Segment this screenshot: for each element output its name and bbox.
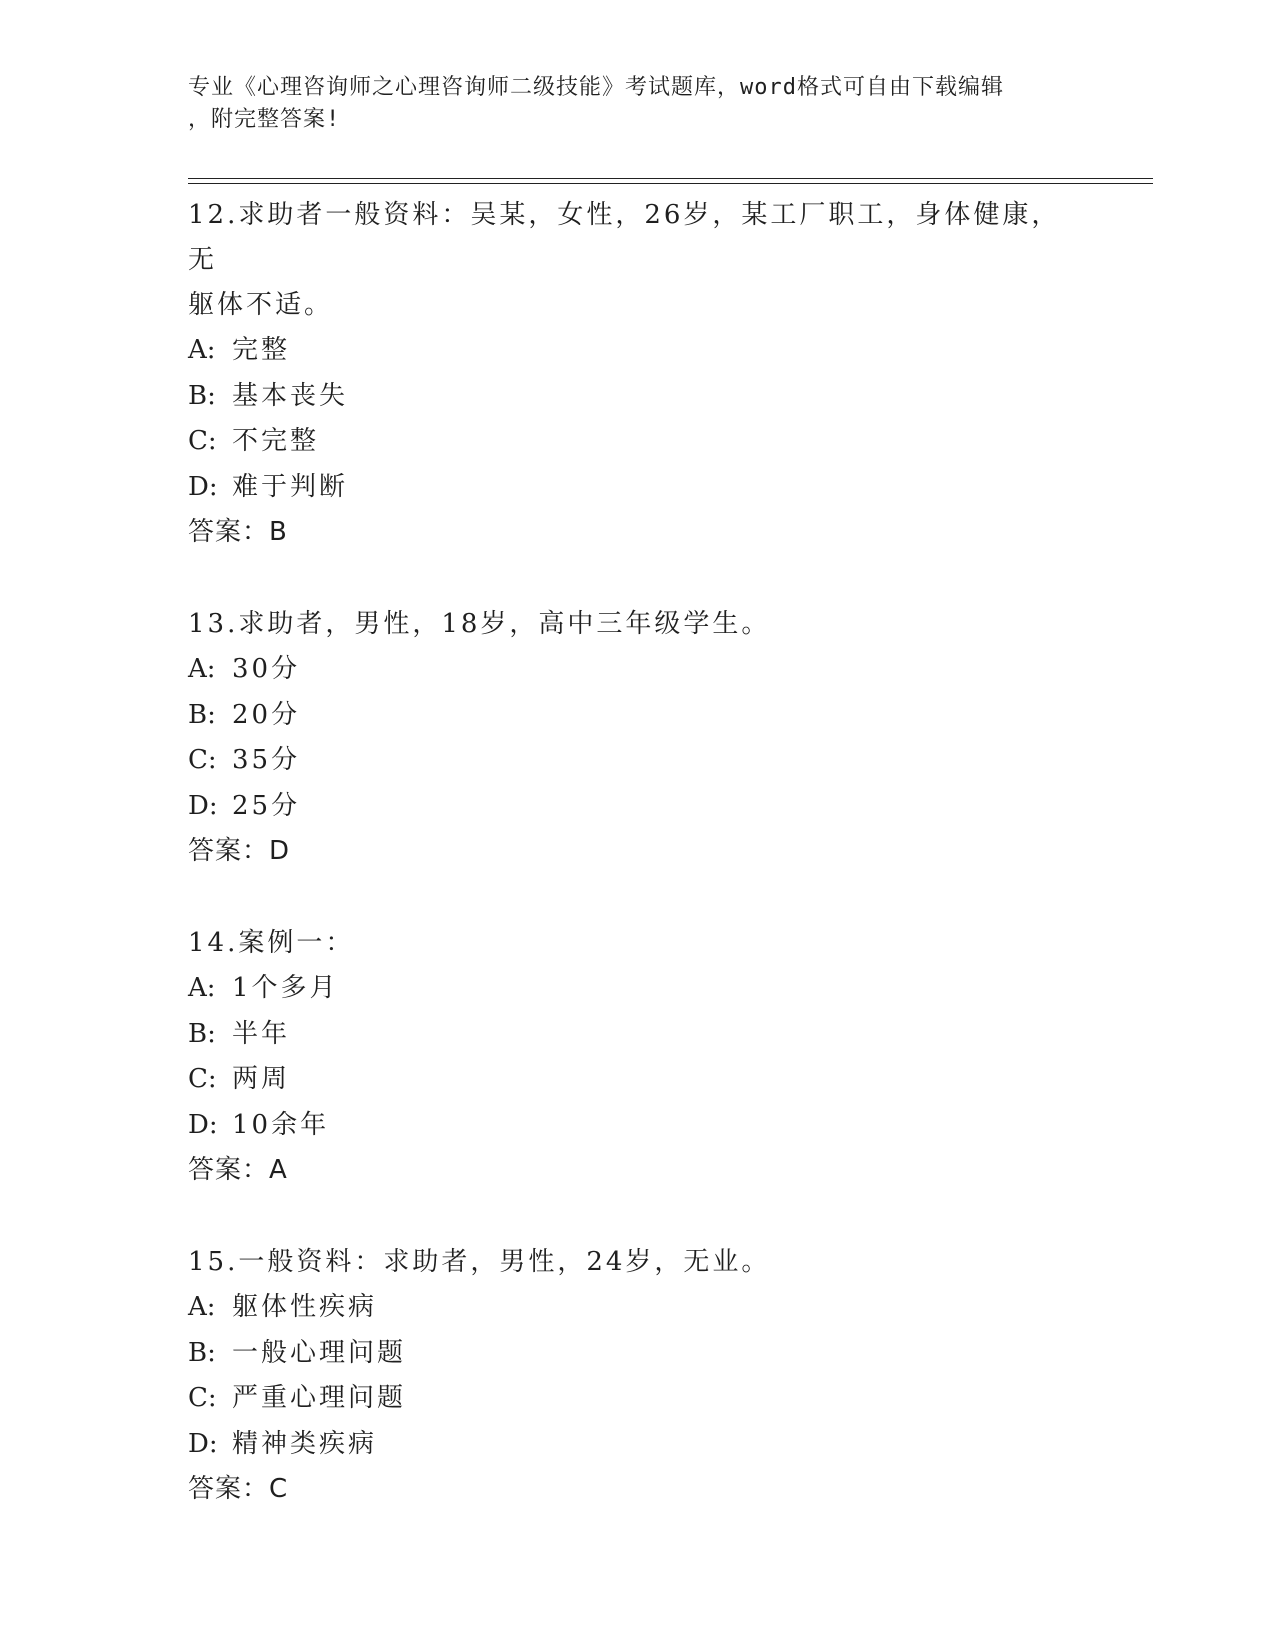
option-c (188, 419, 1088, 465)
document-header (188, 72, 1088, 136)
question-15 (188, 1237, 1088, 1512)
option-label: C: (188, 1064, 217, 1094)
question-stem: 14.案例一： (188, 928, 355, 958)
answer-line: 答案：B (188, 517, 288, 547)
option-label: B: (188, 1337, 216, 1368)
question-stem-line-1: 12.求助者一般资料：吴某，女性，26岁，某工厂职工，身体健康，无 (188, 200, 1061, 275)
answer-line: 答案：A (188, 1155, 288, 1185)
question-list (188, 190, 1088, 1512)
option-c (188, 1376, 1088, 1422)
option-label: B: (188, 699, 216, 730)
option-d (188, 784, 1088, 830)
header-divider-top (188, 178, 1153, 179)
answer-line: 答案：D (188, 836, 291, 866)
spacer (188, 874, 1088, 918)
option-label: A: (188, 973, 216, 1003)
header-line-1: 专业《心理咨询师之心理咨询师二级技能》考试题库，word格式可自由下载编辑 (188, 75, 1004, 100)
option-d (188, 1103, 1088, 1149)
option-label: D: (188, 471, 218, 502)
option-a (188, 966, 1088, 1012)
option-b (188, 374, 1088, 420)
option-c (188, 738, 1088, 784)
option-c (188, 1057, 1088, 1103)
option-label: B: (188, 380, 216, 411)
option-label: D: (188, 1109, 218, 1140)
option-label: C: (188, 426, 217, 456)
option-text: 躯体性疾病 (232, 1292, 378, 1322)
option-text: 严重心理问题 (232, 1383, 407, 1413)
option-label: B: (188, 1018, 216, 1049)
option-label: A: (188, 335, 216, 365)
question-stem: 15.一般资料：求助者，男性，24岁，无业。 (188, 1247, 771, 1277)
header-line-2: ，附完整答案! (188, 107, 341, 132)
question-stem-line-2: 躯体不适。 (188, 290, 334, 320)
answer-line: 答案：C (188, 1474, 289, 1504)
option-label: D: (188, 1428, 218, 1459)
option-a (188, 1285, 1088, 1331)
option-text: 不完整 (232, 426, 320, 456)
option-a (188, 647, 1088, 693)
option-text: 半年 (232, 1018, 291, 1049)
option-text: 1个多月 (232, 973, 339, 1003)
option-a (188, 328, 1088, 374)
spacer (188, 555, 1088, 599)
option-d (188, 1422, 1088, 1468)
option-label: C: (188, 745, 217, 775)
header-divider-bottom (188, 183, 1153, 184)
option-d (188, 465, 1088, 511)
spacer (188, 1193, 1088, 1237)
option-b (188, 693, 1088, 739)
option-text: 完整 (232, 335, 291, 365)
option-label: A: (188, 654, 216, 684)
option-label: A: (188, 1292, 216, 1322)
question-13 (188, 599, 1088, 874)
option-text: 两周 (232, 1064, 291, 1094)
option-b (188, 1012, 1088, 1058)
option-text: 35分 (232, 745, 301, 775)
option-text: 25分 (232, 790, 301, 821)
question-stem (188, 190, 1088, 328)
question-stem: 13.求助者，男性，18岁，高中三年级学生。 (188, 609, 771, 639)
option-label: C: (188, 1383, 217, 1413)
option-text: 30分 (232, 654, 301, 684)
option-text: 难于判断 (232, 471, 349, 502)
option-text: 20分 (232, 699, 301, 730)
option-b (188, 1331, 1088, 1377)
option-label: D: (188, 790, 218, 821)
option-text: 一般心理问题 (232, 1337, 407, 1368)
question-14 (188, 918, 1088, 1193)
option-text: 精神类疾病 (232, 1428, 378, 1459)
question-12 (188, 190, 1088, 555)
option-text: 10余年 (232, 1109, 330, 1140)
option-text: 基本丧失 (232, 380, 349, 411)
